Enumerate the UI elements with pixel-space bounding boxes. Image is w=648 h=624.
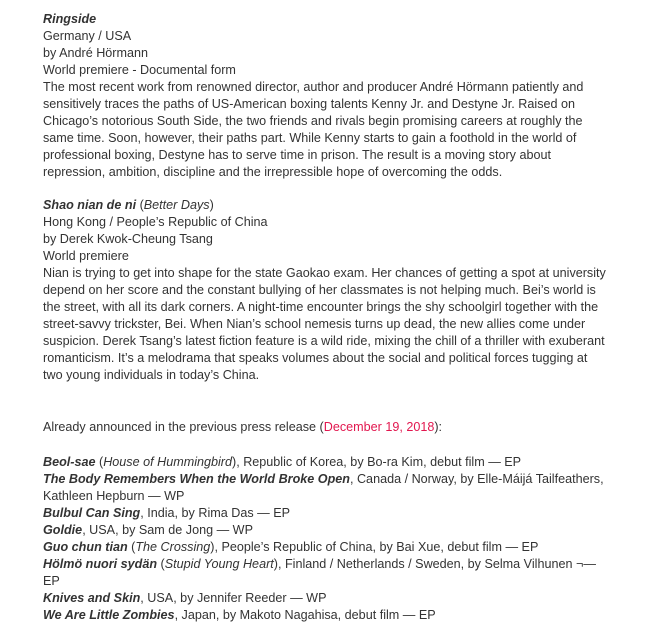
- film-block-ringside: [43, 11, 609, 181]
- film-premiere: World premiere - Documental form: [43, 63, 236, 77]
- film-alt-title: Better Days: [143, 198, 210, 212]
- list-item-title: Beol-sae: [43, 455, 96, 469]
- film-description: Nian is trying to get into shape for the state Gaokao exam. Her chances of getting a spot at university depend on her score and the constant bullying of her classmates is not helping much. Bei’s world is the street, with all its dark corners. A night-time encounter brings the shy schoolgirl together with the street-savvy trickster, Bei. When Nian’s school nemesis turns up dead, the new allies come under suspicion. Derek Tsang’s latest fiction feature is a wild ride, mixing the chill of a thriller with exuberant romanticism. It’s a melodrama that speaks volumes about the social and political forces tugging at two young individuals in today’s China.: [43, 266, 606, 382]
- film-country: Germany / USA: [43, 29, 132, 43]
- announce-prefix: Already announced in the previous press release (: [43, 420, 324, 434]
- list-item-details: , People’s Republic of China, by Bai Xue, debut film — EP: [214, 540, 539, 554]
- list-item-title: The Body Remembers When the World Broke Open: [43, 472, 350, 486]
- list-item: Beol-sae (House of Hummingbird), Republic of Korea, by Bo-ra Kim, debut film — EP: [43, 455, 522, 469]
- press-release-link[interactable]: December 19, 2018: [323, 420, 435, 434]
- list-item: [43, 607, 609, 624]
- list-item: [43, 590, 609, 607]
- list-item-title: Bulbul Can Sing: [43, 506, 141, 520]
- list-item-details: , Canada / Norway, by Elle-Máijá Tailfeathers, Kathleen Hepburn — WP: [43, 472, 604, 503]
- list-item: Hölmö nuori sydän (Stupid Young Heart), Finland / Netherlands / Sweden, by Selma Vilhunen ¬— EP: [43, 557, 596, 588]
- announced-films-list: [43, 454, 609, 624]
- film-country: Hong Kong / People’s Republic of China: [43, 215, 268, 229]
- list-item-title: Knives and Skin: [43, 591, 141, 605]
- film-block-shao-nian-de-ni: Shao nian de ni (Better Days) Hong Kong / People’s Republic of China by Derek Kwok-Cheung Tsang World premiere Nian is trying to get into shape for the state Gaokao exam. Her chances of getting a spot at university depend on her score and the constant bullying of her classmates is not helping much. Bei’s world is the street, with all its dark corners. A night-time encounter brings the shy schoolgirl together with the street-savvy trickster, Bei. When Nian’s school nemesis turns up dead, the new allies come under suspicion. Derek Tsang’s latest fiction feature is a wild ride, mixing the chill of a thriller with exuberant romanticism. It’s a melodrama that speaks volumes about the social and political forces tugging at two young individuals in today’s China.: [43, 197, 609, 384]
- list-item: [43, 471, 609, 505]
- press-release-content: [43, 11, 609, 624]
- film-title: Shao nian de ni: [43, 198, 137, 212]
- list-item-details: , India, by Rima Das — EP: [140, 506, 291, 520]
- list-item-alt-title: Stupid Young Heart: [164, 557, 274, 571]
- list-item-alt-title: The Crossing: [135, 540, 211, 554]
- list-item-details: , USA, by Jennifer Reeder — WP: [140, 591, 327, 605]
- list-item-details: , Republic of Korea, by Bo-ra Kim, debut film — EP: [236, 455, 522, 469]
- list-item-details: , USA, by Sam de Jong — WP: [82, 523, 253, 537]
- film-description: The most recent work from renowned director, author and producer André Hörmann patiently and sensitively traces the paths of US-American boxing talents Kenny Jr. and Destyne Jr. Raised on Chicago’s notorious South Side, the two friends and rivals begin promising careers at roughly the same time. Soon, however, their paths part. While Kenny starts to gain a foothold in the world of professional boxing, Destyne has to serve time in prison. The result is a moving story about repression, ambition, discipline and the irrepressible hope of overcoming the odds.: [43, 80, 584, 179]
- list-item-title: We Are Little Zombies: [43, 608, 175, 622]
- film-director: by Derek Kwok-Cheung Tsang: [43, 232, 213, 246]
- list-item-title: Guo chun tian: [43, 540, 128, 554]
- list-item: [43, 522, 609, 539]
- announce-suffix: ):: [434, 420, 443, 434]
- film-premiere: World premiere: [43, 249, 129, 263]
- film-director: by André Hörmann: [43, 46, 149, 60]
- list-item-title: Hölmö nuori sydän: [43, 557, 158, 571]
- announce-line: [43, 419, 609, 436]
- list-item-details: , Japan, by Makoto Nagahisa, debut film — EP: [174, 608, 436, 622]
- list-item-details: , Finland / Netherlands / Sweden, by Selma Vilhunen ¬— EP: [43, 557, 596, 588]
- list-item-title: Goldie: [43, 523, 83, 537]
- list-item-alt-title: House of Hummingbird: [103, 455, 232, 469]
- film-title: Ringside: [43, 12, 97, 26]
- list-item: [43, 505, 609, 522]
- list-item: Guo chun tian (The Crossing), People’s Republic of China, by Bai Xue, debut film — EP: [43, 540, 539, 554]
